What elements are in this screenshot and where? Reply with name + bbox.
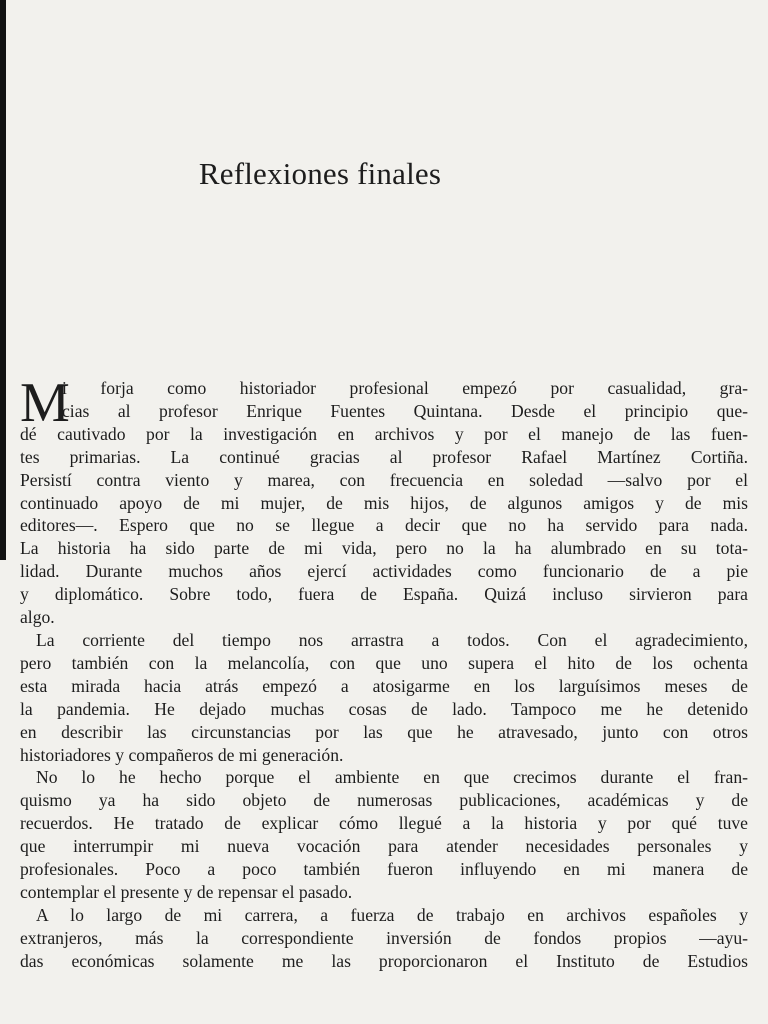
text-line: tes primarias. La continué gracias al profesor Rafael Martínez Cortiña.	[20, 446, 748, 467]
text-line: editores—. Espero que no se llegue a decir que no ha servido para nada.	[20, 515, 748, 536]
text-line: lidad. Durante muchos años ejercí actividades como funcionario de a pie	[20, 561, 748, 582]
paragraph	[20, 372, 748, 629]
text-line: que interrumpir mi nueva vocación para atender necesidades personales y	[20, 836, 748, 857]
text-line: das económicas solamente me las proporcionaron el Instituto de Estudios	[20, 950, 748, 971]
paragraph	[20, 904, 748, 973]
text-line: en describir las circunstancias por las que he atravesado, junto con otros	[20, 721, 748, 742]
text-line: extranjeros, más la correspondiente inversión de fondos propios —ayu-	[20, 927, 748, 948]
text-line: historiadores y compañeros de mi generación.	[20, 744, 344, 765]
text-line: contemplar el presente y de repensar el pasado.	[20, 881, 353, 902]
text-line: La historia ha sido parte de mi vida, pero no la ha alumbrado en su tota-	[20, 538, 748, 559]
text-line: No lo he hecho porque el ambiente en que crecimos durante el fran-	[36, 767, 748, 788]
drop-cap: M	[20, 372, 70, 434]
text-line: algo.	[20, 607, 55, 628]
chapter-body	[20, 372, 748, 973]
text-line: La corriente del tiempo nos arrastra a todos. Con el agradecimiento,	[36, 629, 748, 650]
text-line: y diplomático. Sobre todo, fuera de España. Quizá incluso sirvieron para	[20, 584, 748, 605]
text-line: pero también con la melancolía, con que uno supera el hito de los ochenta	[20, 652, 748, 673]
paragraph	[20, 629, 748, 766]
text-line: recuerdos. He tratado de explicar cómo llegué a la historia y por qué tuve	[20, 813, 748, 834]
text-line: quismo ya ha sido objeto de numerosas publicaciones, académicas y de	[20, 790, 748, 811]
text-line: continuado apoyo de mi mujer, de mis hijos, de algunos amigos y de mis	[20, 492, 748, 513]
scan-edge-line	[0, 0, 6, 560]
chapter-title: Reflexiones finales	[198, 156, 442, 191]
text-line: esta mirada hacia atrás empezó a atosigarme en los larguísimos meses de	[20, 675, 748, 696]
text-line: i forja como historiador profesional empezó por casualidad, gra-	[62, 378, 748, 398]
text-line: cias al profesor Enrique Fuentes Quintana. Desde el principio que-	[62, 400, 748, 421]
text-line: la pandemia. He dejado muchas cosas de lado. Tampoco me he detenido	[20, 698, 748, 719]
text-line: Persistí contra viento y marea, con frecuencia en soledad —salvo por el	[20, 469, 748, 490]
paragraph	[20, 766, 748, 903]
text-line: profesionales. Poco a poco también fueron influyendo en mi manera de	[20, 859, 748, 880]
text-line: A lo largo de mi carrera, a fuerza de trabajo en archivos españoles y	[36, 904, 748, 925]
text-line: dé cautivado por la investigación en archivos y por el manejo de las fuen-	[20, 423, 748, 444]
